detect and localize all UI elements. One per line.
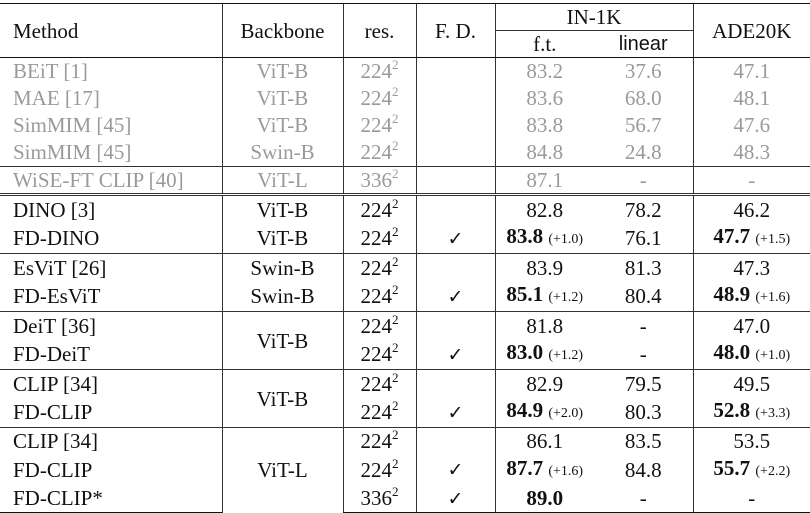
- cell-fd: [416, 370, 495, 397]
- cell-method: FD-CLIP*: [0, 485, 222, 513]
- cell-linear: -: [594, 166, 693, 195]
- cell-ade: 47.7 (+1.5): [693, 223, 810, 254]
- cell-linear: 80.3: [624, 400, 662, 425]
- header-ade20k: ADE20K: [693, 4, 810, 58]
- cell-ft: 89.0: [495, 485, 594, 513]
- cell-fd: [416, 428, 495, 455]
- header-res: res.: [343, 4, 416, 58]
- cell-ade: 48.3: [693, 139, 810, 166]
- cell-fd: [416, 485, 495, 513]
- cell-fd: [416, 339, 495, 370]
- cell-fd: [416, 254, 495, 281]
- cell-ft: 83.8 (+1.0): [495, 223, 594, 254]
- cell-res: $224^2$: [343, 397, 416, 428]
- check-icon: ✓: [447, 459, 464, 482]
- table-row: [0, 397, 810, 428]
- cell-res: $224^2$: [343, 223, 416, 254]
- cell-backbone: ViT-B: [222, 58, 343, 85]
- cell-ft: 83.2: [495, 58, 594, 85]
- check-icon: ✓: [447, 285, 464, 308]
- cell-fd: [416, 58, 495, 85]
- cell-backbone: ViT-B: [222, 370, 343, 428]
- results-table: [0, 3, 810, 513]
- table-row: [0, 254, 810, 281]
- check-icon: ✓: [447, 343, 464, 366]
- cell-linear: 37.6: [624, 59, 662, 84]
- cell-ft: 83.8: [495, 112, 594, 139]
- table-row: [0, 281, 810, 312]
- cell-ade: 47.0: [693, 312, 810, 339]
- table-row: [0, 139, 810, 166]
- table-row: [0, 339, 810, 370]
- cell-ade: -: [693, 485, 810, 513]
- table-row: [0, 112, 810, 139]
- cell-ft: 82.9: [495, 370, 594, 397]
- cell-fd: [416, 166, 495, 195]
- cell-ft: 87.7 (+1.6): [495, 455, 594, 485]
- cell-ade: 55.7 (+2.2): [693, 455, 810, 485]
- cell-ft: 82.8: [495, 195, 594, 223]
- cell-linear: 83.5: [594, 428, 693, 455]
- table-row: [0, 370, 810, 397]
- table-row: [0, 58, 810, 85]
- cell-ade: 48.1: [693, 85, 810, 112]
- header-method: Method: [0, 4, 222, 58]
- cell-method: CLIP [34]: [0, 370, 222, 397]
- cell-linear: -: [594, 312, 693, 339]
- cell-method: DeiT [36]: [0, 312, 222, 339]
- cell-backbone: Swin-B: [222, 254, 343, 281]
- cell-backbone: ViT-B: [222, 112, 343, 139]
- cell-fd: [416, 223, 495, 254]
- cell-linear: 81.3: [594, 254, 693, 281]
- cell-backbone: ViT-L: [222, 428, 343, 513]
- header-backbone: Backbone: [222, 4, 343, 58]
- table-row: [0, 85, 810, 112]
- cell-res: $224^2$: [343, 281, 416, 312]
- cell-res: $224^2$: [343, 339, 416, 370]
- cell-backbone: Swin-B: [222, 281, 343, 312]
- cell-res: $224^2$: [343, 428, 416, 455]
- cell-method: FD-DeiT: [13, 342, 90, 367]
- cell-fd: [416, 195, 495, 223]
- cell-linear: 78.2: [594, 195, 693, 223]
- cell-ade: 47.3: [693, 254, 810, 281]
- cell-ade: 49.5: [693, 370, 810, 397]
- cell-linear: 24.8: [624, 140, 662, 165]
- cell-res: $224^2$: [343, 58, 416, 85]
- cell-res: $224^2$: [343, 139, 416, 166]
- cell-linear: -: [594, 485, 693, 513]
- table-row: [0, 485, 810, 513]
- cell-res: $224^2$: [343, 370, 416, 397]
- cell-backbone: ViT-B: [222, 195, 343, 223]
- cell-fd: [416, 112, 495, 139]
- cell-backbone: Swin-B: [222, 139, 343, 166]
- check-icon: ✓: [447, 401, 464, 424]
- cell-ade: 48.9 (+1.6): [693, 281, 810, 312]
- cell-fd: [416, 139, 495, 166]
- header-linear: linear: [594, 31, 693, 58]
- cell-linear: 56.7: [624, 113, 662, 138]
- cell-ft: 84.9 (+2.0): [495, 397, 594, 428]
- cell-method: SimMIM [45]: [13, 113, 132, 138]
- cell-ade: 53.5: [693, 428, 810, 455]
- cell-ft: 83.6: [495, 85, 594, 112]
- cell-res: $224^2$: [343, 254, 416, 281]
- header-in1k: IN-1K: [495, 4, 693, 31]
- header-ft: f.t.: [495, 31, 594, 58]
- cell-method: WiSE-FT CLIP [40]: [0, 166, 222, 195]
- cell-ade: 47.6: [693, 112, 810, 139]
- cell-fd: [416, 455, 495, 485]
- cell-linear: -: [639, 342, 647, 367]
- cell-ft: 85.1 (+1.2): [495, 281, 594, 312]
- cell-fd: [416, 312, 495, 339]
- cell-ft: 84.8: [495, 139, 594, 166]
- table-row: [0, 312, 810, 339]
- cell-ft: 81.8: [495, 312, 594, 339]
- table-row: [0, 223, 810, 254]
- cell-ade: 46.2: [693, 195, 810, 223]
- cell-res: $224^2$: [343, 112, 416, 139]
- cell-res: $224^2$: [343, 312, 416, 339]
- cell-linear: 76.1: [624, 226, 662, 251]
- cell-method: SimMIM [45]: [13, 140, 132, 165]
- cell-fd: [416, 397, 495, 428]
- cell-res: $336^2$: [343, 166, 416, 195]
- cell-linear: 80.4: [624, 284, 662, 309]
- cell-method: DINO [3]: [0, 195, 222, 223]
- cell-ade: 52.8 (+3.3): [693, 397, 810, 428]
- cell-method: FD-DINO: [13, 226, 100, 251]
- check-icon: ✓: [447, 487, 464, 510]
- cell-backbone: ViT-B: [222, 312, 343, 370]
- cell-backbone: ViT-L: [222, 166, 343, 195]
- header-fd: F. D.: [416, 4, 495, 58]
- cell-method: FD-CLIP: [13, 457, 93, 482]
- cell-ade: 48.0 (+1.0): [693, 339, 810, 370]
- cell-backbone: ViT-B: [222, 85, 343, 112]
- cell-method: EsViT [26]: [0, 254, 222, 281]
- table-row: [0, 455, 810, 485]
- cell-ft: 83.9: [495, 254, 594, 281]
- cell-method: BEiT [1]: [13, 59, 88, 84]
- cell-method: MAE [17]: [13, 86, 100, 111]
- table-row: [0, 195, 810, 223]
- table-row: [0, 428, 810, 455]
- cell-res: $336^2$: [343, 485, 416, 513]
- cell-ade: 47.1: [693, 58, 810, 85]
- cell-fd: [416, 281, 495, 312]
- cell-backbone: ViT-B: [222, 223, 343, 254]
- cell-linear: 84.8: [624, 457, 662, 482]
- cell-ft: 86.1: [495, 428, 594, 455]
- table-row: [0, 166, 810, 195]
- check-icon: ✓: [447, 227, 464, 250]
- cell-method: FD-EsViT: [13, 284, 101, 309]
- cell-method: FD-CLIP: [13, 400, 93, 425]
- cell-ade: -: [693, 166, 810, 195]
- cell-method: CLIP [34]: [0, 428, 222, 455]
- cell-ft: 83.0 (+1.2): [495, 339, 594, 370]
- cell-fd: [416, 85, 495, 112]
- cell-linear: 68.0: [624, 86, 662, 111]
- cell-res: $224^2$: [343, 455, 416, 485]
- cell-linear: 79.5: [594, 370, 693, 397]
- cell-res: $224^2$: [343, 85, 416, 112]
- cell-res: $224^2$: [343, 195, 416, 223]
- cell-ft: 87.1: [495, 166, 594, 195]
